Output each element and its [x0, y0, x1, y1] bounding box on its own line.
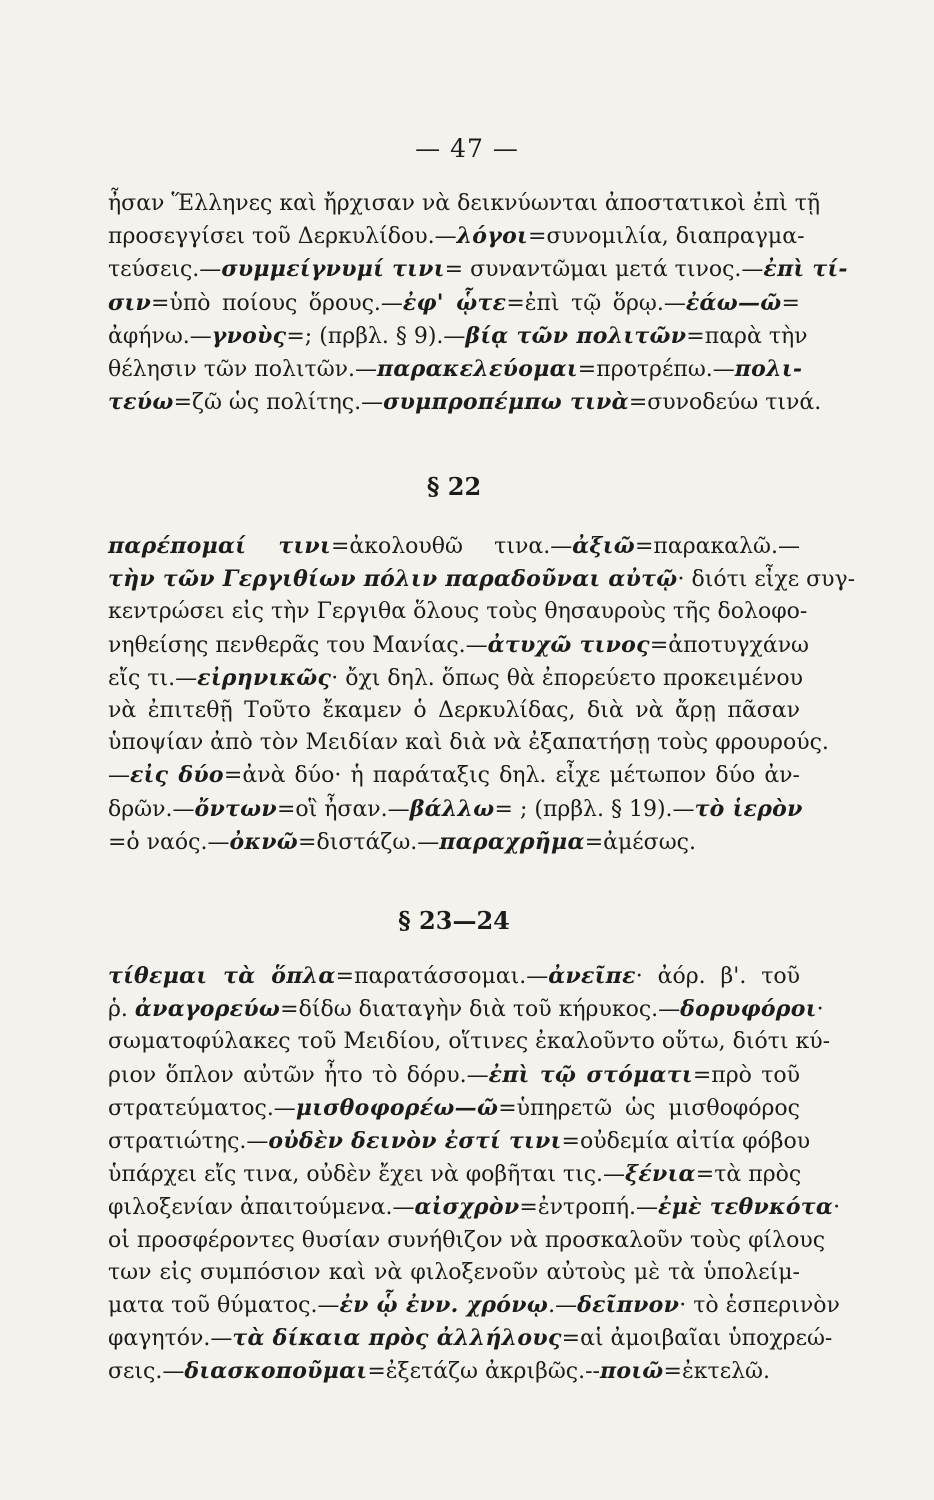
lemma-term: παρακελεύομαι	[377, 356, 578, 383]
section-22-line	[108, 662, 803, 695]
gloss-text: νὰ ἐπιτεθῇ Τοῦτο ἔκαμεν ὁ Δερκυλίδας, διὰ νὰ ἄρῃ πᾶσαν	[108, 698, 800, 724]
gloss-text: =πρὸ τοῦ	[692, 1062, 800, 1088]
gloss-text: = ; (πρβλ. § 19).—	[494, 796, 695, 822]
lemma-term: εἰρηνικῶς	[197, 664, 332, 691]
lemma-term: ὄντων	[194, 795, 277, 822]
gloss-text: σωματοφύλακες τοῦ Μειδίου, οἵτινες ἐκαλοῦντο οὕτω, διότι κύ-	[108, 1029, 831, 1055]
lemma-term: ἀναγορεύω	[134, 996, 281, 1023]
lemma-term: ὀκνῶ	[229, 828, 299, 855]
gloss-text: ἦσαν Ἕλληνες καὶ ἤρχισαν νὰ δεικνύωνται ἀποστατικοὶ ἐπὶ τῇ	[108, 191, 821, 216]
section-22-line	[108, 629, 810, 662]
gloss-text: ·	[833, 1195, 841, 1221]
section-22-line	[108, 793, 803, 826]
section-23-24-line	[108, 1355, 800, 1388]
gloss-text: ριον ὅπλον αὐτῶν ἦτο τὸ δόρυ.—	[108, 1062, 489, 1088]
lemma-term: ἐπὶ τῷ στόματι	[488, 1061, 693, 1088]
gloss-text: =ζῶ ὡς πολίτης.—	[173, 390, 384, 416]
lemma-term: πολι-	[734, 356, 803, 383]
lemma-term: συμμείγνυμί τινι	[221, 256, 445, 283]
lemma-term: σιν	[108, 289, 152, 316]
gloss-text: .—	[548, 1293, 578, 1319]
gloss-text: =ὁ ναός.—	[108, 829, 230, 855]
gloss-text: στρατιώτης.—	[108, 1129, 269, 1155]
gloss-text: στρατεύματος.—	[108, 1095, 296, 1121]
lemma-term: παρέπομαί τινι	[108, 533, 331, 559]
gloss-text: =ἐντροπή.—	[519, 1195, 659, 1221]
section-23-24-line	[108, 1322, 833, 1355]
section-23-24-line	[108, 1158, 800, 1191]
intro-paragraph	[108, 188, 848, 419]
section-22-line	[108, 826, 800, 859]
gloss-text: =ἐπὶ τῷ ὅρῳ.—	[506, 290, 686, 316]
lemma-term: τὸ ἱερὸν	[694, 795, 803, 822]
lemma-term: ἀτυχῶ τινος	[487, 631, 650, 658]
gloss-text: δρῶν.—	[108, 796, 195, 822]
gloss-text: εἴς τι.—	[108, 665, 198, 691]
section-22-line	[108, 596, 808, 628]
section-23-24-line	[108, 1191, 841, 1224]
gloss-text: =προτρέπω.—	[577, 357, 735, 383]
gloss-text: νηθείσης πενθερᾶς του Μανίας.—	[108, 632, 488, 658]
gloss-text: ὑποψίαν ἀπὸ τὸν Μειδίαν καὶ διὰ νὰ ἐξαπατήσῃ τοὺς φρουρούς.	[108, 730, 829, 756]
gloss-text: ·	[816, 997, 824, 1023]
intro-line	[108, 220, 805, 253]
lemma-term: τίθεμαι τὰ ὅπλα	[108, 963, 336, 989]
intro-line	[108, 386, 822, 419]
lemma-term: ποιῶ	[599, 1358, 664, 1385]
lemma-term: ἀξιῶ	[572, 533, 635, 559]
lemma-term: τεύω	[108, 389, 174, 416]
gloss-text: =δίδω διαταγὴν διὰ τοῦ κήρυκος.—	[280, 997, 681, 1023]
intro-line	[108, 320, 808, 353]
gloss-text: =παρατάσσομαι.—	[335, 964, 549, 989]
gloss-text: σεις.—	[108, 1359, 185, 1385]
lemma-term: ἐάω—ῶ	[685, 289, 782, 316]
section-22-paragraph	[108, 530, 856, 859]
gloss-text: =ἀνὰ δύο· ἡ παράταξις δηλ. εἶχε μέτωπον δύο ἀν-	[223, 763, 800, 789]
intro-line	[108, 253, 848, 286]
gloss-text: · τὸ ἑσπερινὸν	[679, 1293, 840, 1319]
gloss-text: =ἀκολουθῶ τινα.—	[330, 534, 573, 559]
lemma-term: τὰ δίκαια πρὸς ἀλλήλους	[232, 1325, 562, 1352]
gloss-text: —	[108, 763, 130, 789]
lemma-term: εἰς δύο	[130, 762, 224, 789]
gloss-text: προσεγγίσει τοῦ Δερκυλίδου.—	[108, 224, 457, 250]
gloss-text: =ἀποτυγχάνω	[649, 632, 810, 658]
gloss-text: θέλησιν τῶν πολιτῶν.—	[108, 357, 378, 383]
gloss-text: =παρὰ τὴν	[686, 323, 808, 349]
gloss-text: =τὰ πρὸς	[695, 1162, 802, 1188]
gloss-text: =οὐδεμία αἰτία φόβου	[561, 1129, 811, 1155]
section-23-24-line	[108, 1092, 800, 1125]
section-23-24-paragraph	[108, 960, 841, 1389]
gloss-text: =οἳ ἦσαν.—	[276, 796, 410, 822]
gloss-text: · ἀόρ. β'. τοῦ	[635, 964, 800, 989]
gloss-text: =ὑπὸ ποίους ὅρους.—	[151, 290, 403, 316]
section-23-24-line	[108, 1225, 826, 1257]
gloss-text: =ἐκτελῶ.	[663, 1359, 770, 1385]
gloss-text: · διότι εἶχε συγ-	[677, 567, 856, 593]
lemma-term: λόγοι	[456, 223, 529, 250]
lemma-term: αἰσχρὸν	[414, 1194, 520, 1221]
gloss-text: ἀφήνω.—	[108, 323, 212, 349]
section-22-title: § 22	[426, 472, 482, 501]
gloss-text: =; (πρβλ. § 9).—	[286, 323, 466, 349]
lemma-term: ξένια	[625, 1161, 696, 1188]
lemma-term: συμπροπέμπω τινὰ	[383, 389, 629, 416]
intro-line	[108, 353, 803, 386]
gloss-text: οἱ προσφέροντες θυσίαν συνήθιζον νὰ προσκαλοῦν τοὺς φίλους	[108, 1227, 826, 1253]
gloss-text: =ἀμέσως.	[584, 829, 696, 855]
lemma-term: ἐφ' ᾧτε	[402, 289, 507, 316]
section-23-24-title: § 23—24	[398, 906, 510, 935]
section-23-24-line	[108, 1026, 831, 1058]
gloss-text: =παρακαλῶ.—	[634, 534, 800, 559]
intro-line	[108, 188, 821, 220]
lemma-term: δορυφόροι	[680, 996, 817, 1023]
gloss-text: =ἐξετάζω ἀκριβῶς.--	[367, 1359, 600, 1385]
lemma-term: διασκοποῦμαι	[184, 1358, 368, 1385]
gloss-text: =συνομιλία, διαπραγμα-	[528, 224, 805, 250]
gloss-text: κεντρώσει εἰς τὴν Γεργιθα ὅλους τοὺς θησαυροὺς τῆς δολοφο-	[108, 599, 808, 625]
lemma-term: τὴν τῶν Γεργιθίων πόλιν παραδοῦναι αὐτῷ	[108, 566, 678, 593]
gloss-text: =αἱ ἀμοιβαῖαι ὑποχρεώ-	[561, 1326, 833, 1352]
lemma-term: ἐμὲ τεθνκότα	[658, 1194, 834, 1221]
lemma-term: ἀνεῖπε	[548, 963, 636, 989]
lemma-term: μισθοφορέω—ῶ	[295, 1094, 499, 1121]
section-22-line	[108, 530, 800, 563]
section-23-24-line	[108, 1125, 811, 1158]
intro-line	[108, 287, 800, 320]
section-23-24-line	[108, 960, 800, 993]
gloss-text: · ὄχι δηλ. ὅπως θὰ ἐπορεύετο προκειμένου	[331, 665, 803, 691]
section-23-24-line	[108, 1289, 840, 1322]
lemma-term: ἐπὶ τί-	[763, 256, 848, 283]
lemma-term: ἐν ᾧ ἐνν. χρόνῳ	[339, 1292, 549, 1319]
gloss-text: φαγητόν.—	[108, 1326, 233, 1352]
lemma-term: βίᾳ τῶν πολιτῶν	[465, 322, 687, 349]
lemma-term: βάλλω	[409, 795, 495, 822]
section-22-line	[108, 695, 800, 727]
gloss-text: ῥ.	[108, 997, 135, 1023]
section-22-line	[108, 759, 800, 792]
gloss-text: των εἰς συμπόσιον καὶ νὰ φιλοξενοῦν αὐτοὺς μὲ τὰ ὑπολείμ-	[108, 1259, 800, 1285]
gloss-text: ὑπάρχει εἴς τινα, οὐδὲν ἔχει νὰ φοβῆται τις.—	[108, 1162, 626, 1188]
gloss-text: φιλοξενίαν ἀπαιτούμενα.—	[108, 1195, 415, 1221]
gloss-text: =ὑπηρετῶ ὡς μισθοφόρος	[498, 1095, 800, 1121]
lemma-term: οὐδὲν δεινὸν ἐστί τινι	[268, 1128, 562, 1155]
lemma-term: παραχρῆμα	[439, 828, 585, 855]
section-23-24-line	[108, 1257, 800, 1289]
page-number: — 47 —	[415, 134, 519, 163]
section-23-24-line	[108, 1059, 800, 1092]
gloss-text: ματα τοῦ θύματος.—	[108, 1293, 340, 1319]
gloss-text: τεύσεις.—	[108, 257, 222, 283]
gloss-text: =συνοδεύω τινά.	[628, 390, 822, 416]
lemma-term: γνοὺς	[211, 322, 287, 349]
section-22-line	[108, 563, 856, 596]
lemma-term: δεῖπνον	[577, 1292, 680, 1319]
gloss-text: =διστάζω.—	[298, 829, 440, 855]
section-22-line	[108, 727, 829, 759]
section-23-24-line	[108, 993, 824, 1026]
gloss-text: =	[781, 290, 800, 316]
gloss-text: = συναντῶμαι μετά τινος.—	[444, 257, 764, 283]
